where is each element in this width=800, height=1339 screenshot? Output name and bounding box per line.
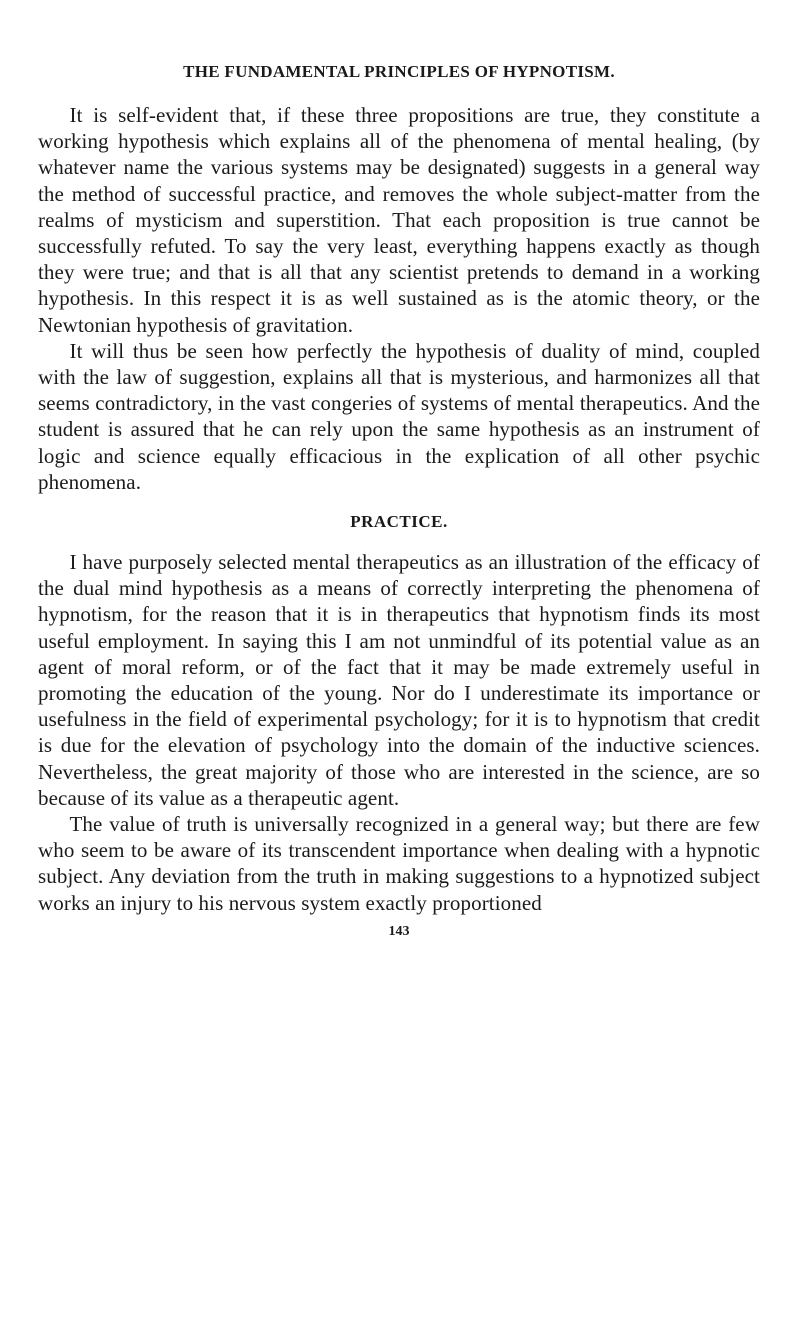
running-head: THE FUNDAMENTAL PRINCIPLES OF HYPNOTISM. — [183, 62, 615, 81]
paragraph-duality: It will thus be seen how perfectly the hypothesis of duality of mind, coupled with the law of suggestion, explains all that is mysterious, and harmonizes all that seems contradictory, in the vast congeries of systems of mental therapeutics. And the student is assured that he can rely upon the same hypothesis as an instrument of logic and science equally efficacious in the explication of all other psychic phenomena. — [38, 338, 760, 494]
paragraph-truth: The value of truth is universally recognized in a general way; but there are few who seem to be aware of its transcendent importance when dealing with a hypnotic subject. Any deviation from the truth in making suggestions to a hypnotized subject works an injury to his nervous system exactly proportioned — [38, 812, 760, 915]
paragraph-therapeutics: I have purposely selected mental therapeutics as an illustration of the efficacy of the dual mind hypothesis as a means of correctly interpreting the phenomena of hypnotism, for the reason that it is in therapeutics that hypnotism finds its most useful employment. In saying this I am not unmindful of its potential value as an agent of moral reform, or of the fact that it may be made extremely useful in promoting the education of the young. Nor do I underestimate its importance or usefulness in the field of experimental psychology; for it is to hypnotism that credit is due for the elevation of psychology into the domain of the inductive sciences. Nevertheless, the great majority of those who are interested in the science, are so because of its value as a therapeutic agent. — [38, 550, 760, 810]
paragraph-propositions: It is self-evident that, if these three propositions are true, they constitute a working hypothesis which explains all of the phenomena of mental healing, (by whatever name the various systems may be designated) suggests in a general way the method of successful practice, and removes the whole subject-matter from the realms of mysticism and superstition. That each proposition is true cannot be successfully refuted. To say the very least, everything happens exactly as though they were true; and that is all that any scientist pretends to demand in a working hypothesis. In this respect it is as well sustained as is the atomic theory, or the Newtonian hypothesis of gravitation. — [38, 103, 760, 337]
page-number: 143 — [388, 923, 410, 939]
book-page — [38, 62, 760, 940]
section-heading-practice: PRACTICE. — [350, 512, 448, 532]
